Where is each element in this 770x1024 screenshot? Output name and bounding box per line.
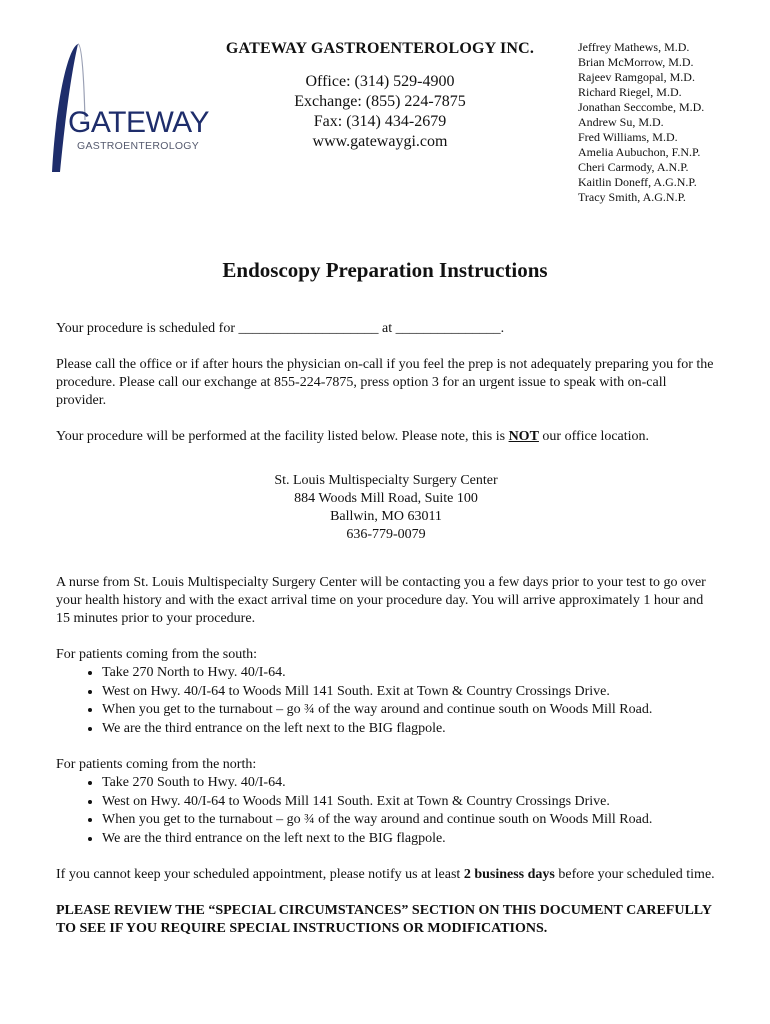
provider-name: Jeffrey Mathews, M.D. xyxy=(578,40,690,54)
facility-address-block xyxy=(56,472,716,544)
directions-north-heading: For patients coming from the north: xyxy=(56,757,257,772)
business-days-emphasis: 2 business days xyxy=(463,867,555,882)
list-item: • We are the third entrance on the left next to the BIG flagpole. xyxy=(102,830,716,849)
date-blank: ____________________ xyxy=(238,321,379,336)
provider-name: Amelia Aubuchon, F.N.P. xyxy=(578,145,701,159)
logo-wordmark: GATEWAY xyxy=(68,106,209,139)
facility-phone: 636-779-0079 xyxy=(346,527,426,542)
scheduled-line: Your procedure is scheduled for ____________________ at _______________. xyxy=(56,321,505,336)
list-item: • West on Hwy. 40/I-64 to Woods Mill 141 South. Exit at Town & Country Crossings Drive. xyxy=(102,683,716,702)
provider-name: Richard Riegel, M.D. xyxy=(578,85,682,99)
list-item: • Take 270 South to Hwy. 40/I-64. xyxy=(102,774,716,793)
company-header xyxy=(190,40,570,152)
not-emphasis: NOT xyxy=(508,429,539,444)
list-item: • Take 270 North to Hwy. 40/I-64. xyxy=(102,664,716,683)
directions-north-list xyxy=(56,774,716,848)
list-item: • West on Hwy. 40/I-64 to Woods Mill 141 South. Exit at Town & Country Crossings Drive. xyxy=(102,793,716,812)
page-title: Endoscopy Preparation Instructions xyxy=(222,258,548,282)
nurse-note-paragraph: A nurse from St. Louis Multispecialty Surgery Center will be contacting you a few days prior to your test to go over your health history and with the exact arrival time on your procedure day. You will arrive approximately 1 hour and 15 minutes prior to your procedure. xyxy=(56,575,706,626)
website-link[interactable]: www.gatewaygi.com xyxy=(312,133,448,150)
call-office-paragraph: Please call the office or if after hours the physician on-call if you feel the prep is not adequately preparing you for the procedure. Please call our exchange at 855-224-7875, press option 3 for an urgent issue to speak with on-call provider. xyxy=(56,357,714,408)
facility-city: Ballwin, MO 63011 xyxy=(330,509,442,524)
facility-name: St. Louis Multispecialty Surgery Center xyxy=(274,473,498,488)
instructions-body xyxy=(56,320,716,956)
provider-name: Cheri Carmody, A.N.P. xyxy=(578,160,689,174)
company-name: GATEWAY GASTROENTEROLOGY INC. xyxy=(225,40,535,57)
provider-name: Andrew Su, M.D. xyxy=(578,115,664,129)
provider-name: Fred Williams, M.D. xyxy=(578,130,678,144)
fax-number: Fax: (314) 434-2679 xyxy=(313,113,447,130)
provider-name: Kaitlin Doneff, A.G.N.P. xyxy=(578,175,697,189)
list-item: • When you get to the turnabout – go ¾ of the way around and continue south on Woods Mill Road. xyxy=(102,811,716,830)
facility-street: 884 Woods Mill Road, Suite 100 xyxy=(294,491,478,506)
facility-note-paragraph: Your procedure will be performed at the facility listed below. Please note, this is NOT our office location. xyxy=(56,429,650,444)
directions-south-list xyxy=(56,664,716,738)
time-blank: _______________ xyxy=(395,321,501,336)
exchange-phone: Exchange: (855) 224-7875 xyxy=(294,93,466,110)
cancel-note-paragraph: If you cannot keep your scheduled appointment, please notify us at least 2 business days before your scheduled time. xyxy=(56,867,715,882)
provider-list xyxy=(578,40,704,205)
office-phone: Office: (314) 529-4900 xyxy=(305,73,455,90)
provider-name: Rajeev Ramgopal, M.D. xyxy=(578,70,695,84)
provider-name: Tracy Smith, A.G.N.P. xyxy=(578,190,686,204)
provider-name: Jonathan Seccombe, M.D. xyxy=(578,100,705,114)
list-item: • We are the third entrance on the left next to the BIG flagpole. xyxy=(102,720,716,739)
list-item: • When you get to the turnabout – go ¾ of the way around and continue south on Woods Mill Road. xyxy=(102,701,716,720)
gateway-logo xyxy=(44,40,209,180)
special-circumstances-notice: PLEASE REVIEW THE “SPECIAL CIRCUMSTANCES” SECTION ON THIS DOCUMENT CAREFULLY TO SEE IF YOU REQUIRE SPECIAL INSTRUCTIONS OR MODIFICATIONS. xyxy=(56,903,712,936)
provider-name: Brian McMorrow, M.D. xyxy=(578,55,694,69)
logo-subtitle: GASTROENTEROLOGY xyxy=(77,140,200,152)
directions-south-heading: For patients coming from the south: xyxy=(56,647,258,662)
